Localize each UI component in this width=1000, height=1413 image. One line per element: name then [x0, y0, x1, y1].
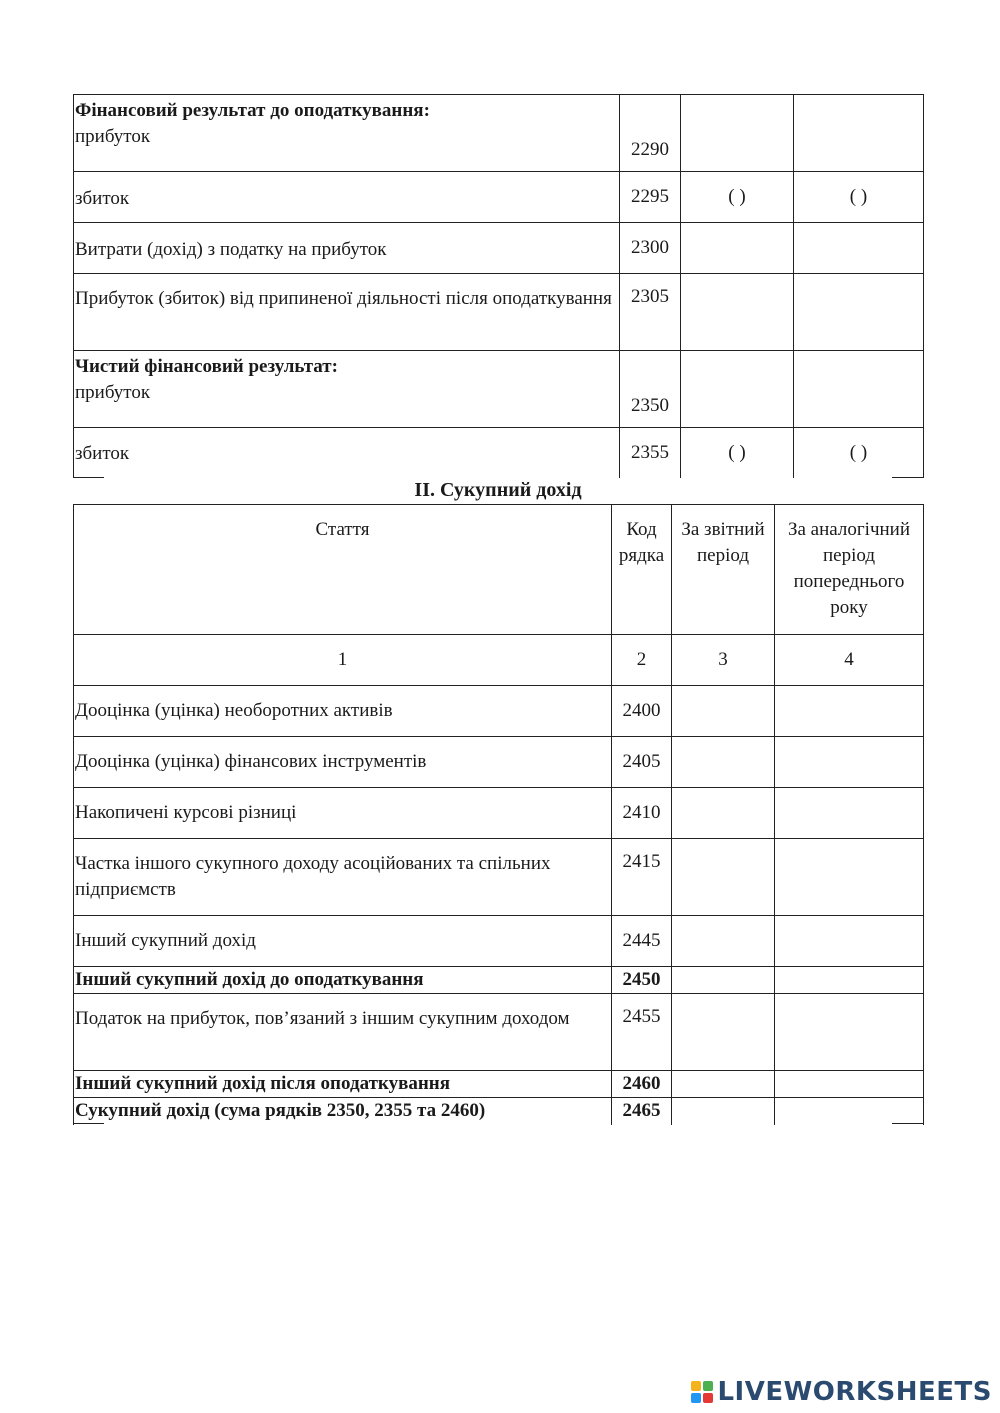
row-code: 2290 — [620, 95, 681, 172]
previous-period-cell[interactable] — [794, 274, 924, 351]
previous-period-cell[interactable]: ( ) — [794, 428, 924, 478]
current-period-cell[interactable] — [672, 839, 775, 916]
previous-period-cell[interactable] — [794, 223, 924, 274]
previous-period-cell[interactable] — [775, 1071, 924, 1098]
table-row — [74, 839, 924, 916]
brand-name: LIVEWORKSHEETS — [717, 1377, 992, 1407]
column-number: 1 — [74, 635, 612, 686]
row-label: Накопичені курсові різниці — [74, 788, 612, 839]
row-label: Інший сукупний дохід — [74, 916, 612, 967]
table-edge-line — [892, 477, 923, 478]
table-row — [74, 95, 924, 172]
current-period-cell[interactable] — [681, 95, 794, 172]
row-code: 2460 — [612, 1071, 672, 1098]
table-row — [74, 351, 924, 428]
previous-period-cell[interactable] — [775, 686, 924, 737]
table-row — [74, 994, 924, 1071]
liveworksheets-logo[interactable] — [691, 1377, 992, 1407]
row-code: 2295 — [620, 172, 681, 223]
row-code: 2445 — [612, 916, 672, 967]
table-row — [74, 172, 924, 223]
previous-period-cell[interactable] — [775, 737, 924, 788]
row-code: 2300 — [620, 223, 681, 274]
table-row — [74, 737, 924, 788]
current-period-cell[interactable] — [672, 967, 775, 994]
row-code: 2355 — [620, 428, 681, 478]
row-code: 2400 — [612, 686, 672, 737]
header-article: Стаття — [74, 505, 612, 635]
row-title: Чистий фінансовий результат: — [75, 356, 338, 377]
row-label-cell — [74, 351, 620, 428]
logo-square — [703, 1393, 713, 1403]
previous-period-cell[interactable] — [775, 788, 924, 839]
table-row — [74, 274, 924, 351]
column-number: 4 — [775, 635, 924, 686]
current-period-cell[interactable] — [672, 737, 775, 788]
row-code: 2455 — [612, 994, 672, 1071]
logo-square — [691, 1393, 701, 1403]
row-title: Фінансовий результат до оподаткування: — [75, 100, 430, 121]
logo-square — [703, 1381, 713, 1391]
row-label: прибуток — [75, 382, 151, 403]
current-period-cell[interactable] — [672, 788, 775, 839]
current-period-cell[interactable] — [672, 1098, 775, 1125]
row-label-cell — [74, 95, 620, 172]
row-code: 2465 — [612, 1098, 672, 1125]
table-row — [74, 1071, 924, 1098]
current-period-cell[interactable] — [672, 1071, 775, 1098]
header-code: Код рядка — [612, 505, 672, 635]
row-code: 2410 — [612, 788, 672, 839]
row-label: збиток — [74, 172, 620, 223]
table-row — [74, 1098, 924, 1125]
header-current-period: За звітний період — [672, 505, 775, 635]
row-code: 2450 — [612, 967, 672, 994]
row-code: 2305 — [620, 274, 681, 351]
table-edge-line — [73, 1123, 104, 1124]
current-period-cell[interactable] — [681, 223, 794, 274]
current-period-cell[interactable] — [681, 274, 794, 351]
table-row — [74, 788, 924, 839]
row-label: збиток — [74, 428, 620, 478]
previous-period-cell[interactable] — [794, 351, 924, 428]
header-previous-period: За аналогічний період попереднього року — [775, 505, 924, 635]
previous-period-cell[interactable] — [775, 967, 924, 994]
previous-period-cell[interactable] — [775, 994, 924, 1071]
header-row — [74, 505, 924, 635]
table-row — [74, 428, 924, 478]
table-row — [74, 967, 924, 994]
row-code: 2350 — [620, 351, 681, 428]
previous-period-cell[interactable] — [775, 839, 924, 916]
previous-period-cell[interactable]: ( ) — [794, 172, 924, 223]
table-edge-line — [892, 1123, 923, 1124]
row-label: Витрати (дохід) з податку на прибуток — [74, 223, 620, 274]
logo-icon — [691, 1381, 713, 1403]
row-code: 2405 — [612, 737, 672, 788]
row-label: Дооцінка (уцінка) необоротних активів — [74, 686, 612, 737]
current-period-cell[interactable] — [681, 351, 794, 428]
financial-result-table — [73, 94, 924, 478]
row-label: Дооцінка (уцінка) фінансових інструментів — [74, 737, 612, 788]
column-number: 3 — [672, 635, 775, 686]
row-label: Податок на прибуток, пов’язаний з іншим сукупним доходом — [74, 994, 612, 1071]
table-row — [74, 686, 924, 737]
previous-period-cell[interactable] — [794, 95, 924, 172]
row-label: Прибуток (збиток) від припиненої діяльності після оподаткування — [74, 274, 620, 351]
previous-period-cell[interactable] — [775, 916, 924, 967]
column-number: 2 — [612, 635, 672, 686]
section-title: II. Сукупний дохід — [414, 479, 582, 501]
logo-square — [691, 1381, 701, 1391]
current-period-cell[interactable]: ( ) — [681, 428, 794, 478]
previous-period-cell[interactable] — [775, 1098, 924, 1125]
row-label: Інший сукупний дохід після оподаткування — [74, 1071, 612, 1098]
current-period-cell[interactable]: ( ) — [681, 172, 794, 223]
current-period-cell[interactable] — [672, 686, 775, 737]
table-row — [74, 223, 924, 274]
table-edge-line — [73, 477, 104, 478]
column-number-row — [74, 635, 924, 686]
row-code: 2415 — [612, 839, 672, 916]
row-label: Частка іншого сукупного доходу асоційованих та спільних підприємств — [74, 839, 612, 916]
current-period-cell[interactable] — [672, 994, 775, 1071]
current-period-cell[interactable] — [672, 916, 775, 967]
row-label: Інший сукупний дохід до оподаткування — [74, 967, 612, 994]
row-label: прибуток — [75, 126, 151, 147]
comprehensive-income-table — [73, 504, 924, 1125]
table-row — [74, 916, 924, 967]
row-label: Сукупний дохід (сума рядків 2350, 2355 та 2460) — [74, 1098, 612, 1125]
